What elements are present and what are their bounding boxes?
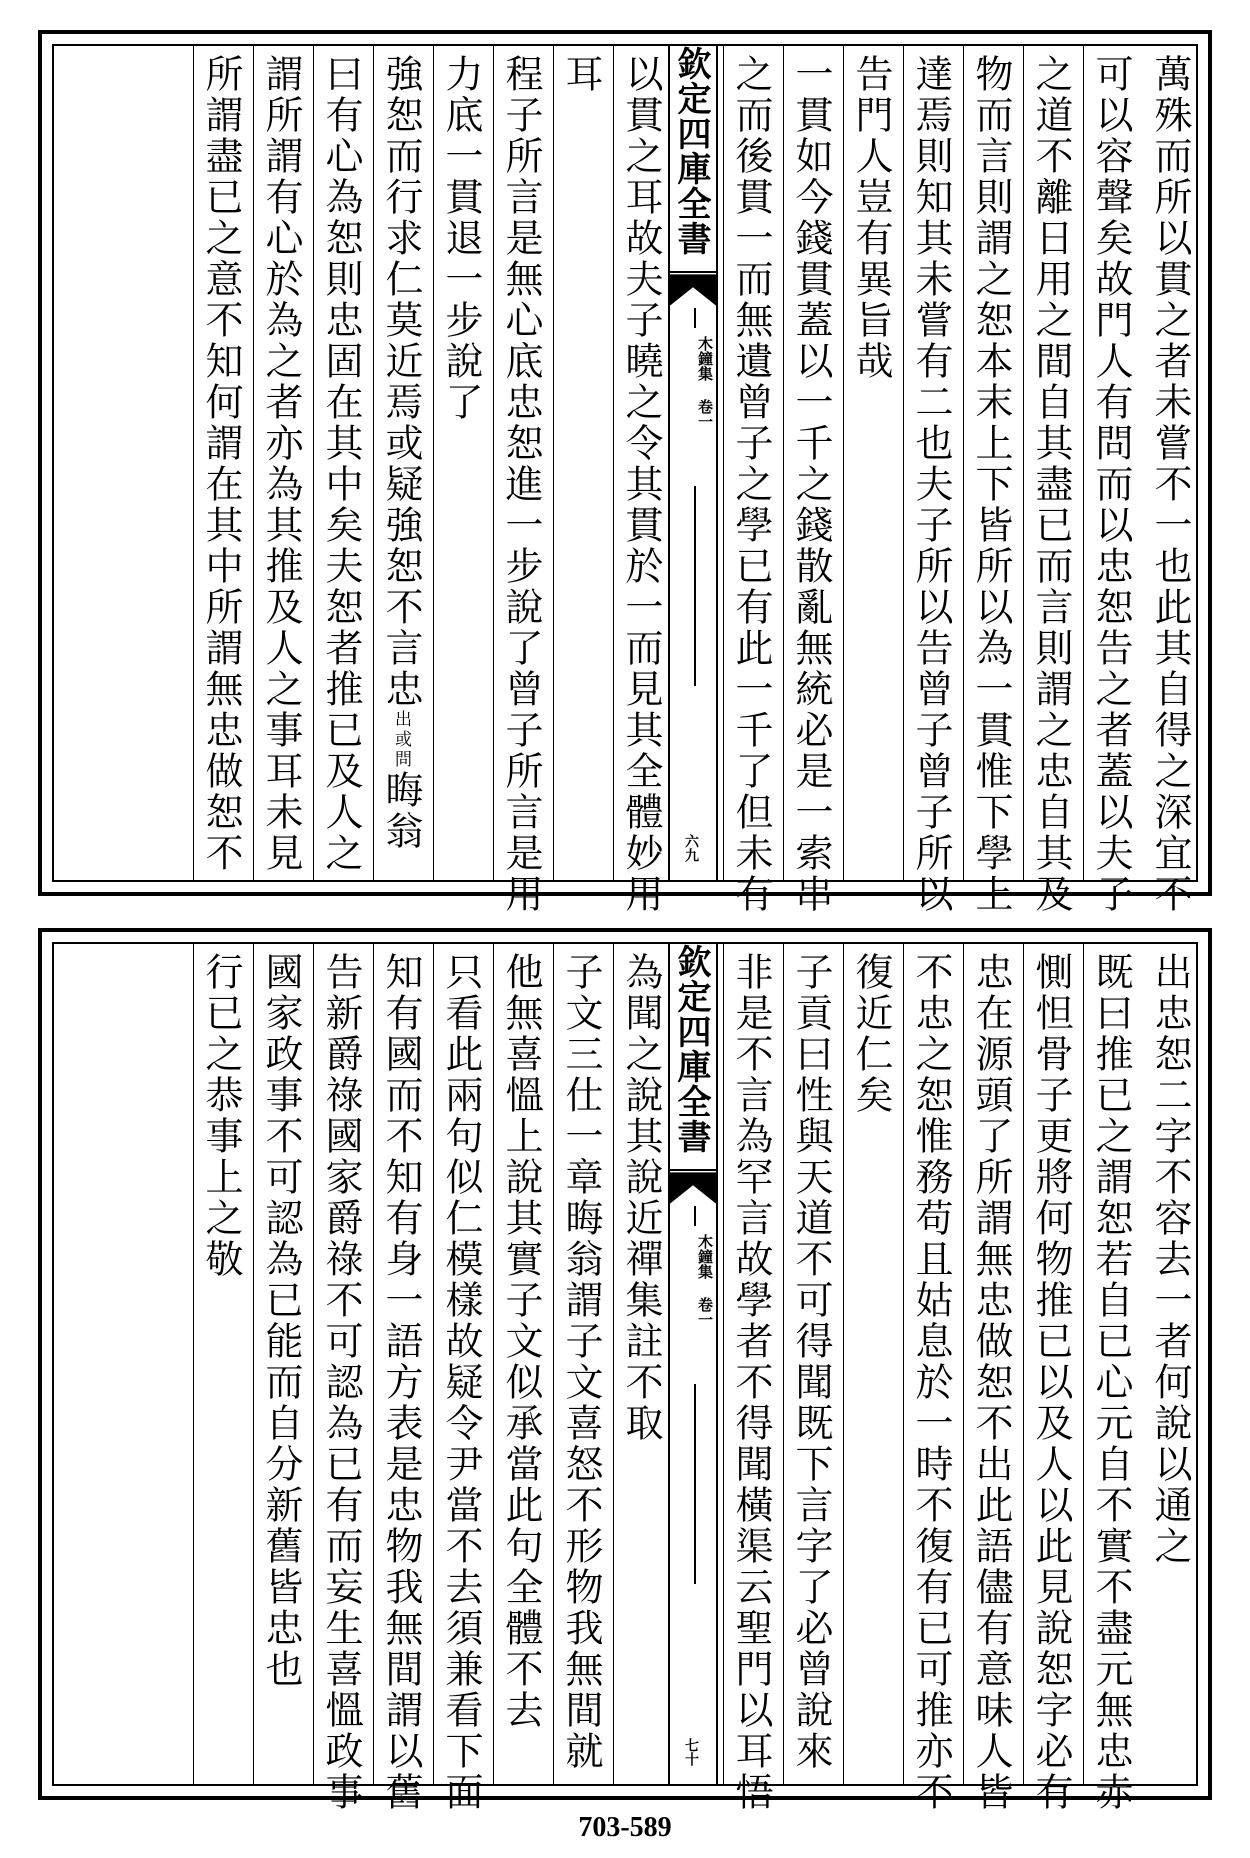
center-gutter [668, 46, 718, 880]
text-column: 一貫如今錢貫蓋以一千之錢散亂無統必是一索串 [783, 46, 836, 880]
lower-page-inner-border [52, 942, 1198, 1813]
text-column: 耳 [553, 46, 606, 880]
gutter-rule [694, 486, 696, 686]
gutter-folio-number: 七十 [683, 1738, 699, 1766]
text-column: 力底一貫退一步說了 [433, 46, 486, 880]
text-column: 程子所言是無心底忠恕進一步說了曾子所言是用 [493, 46, 546, 880]
text-column: 惻怛骨子更將何物推已以及人以此見說恕字必有 [1023, 944, 1076, 1784]
text-column: 非是不言為罕言故學者不得聞橫渠云聖門以耳悟 [723, 944, 776, 1784]
text-column: 出忠恕二字不容去一者何說以通之 [1148, 952, 1192, 1567]
fish-tail-mark-icon [670, 1171, 716, 1205]
gutter-rule [694, 1206, 696, 1226]
text-column: 只看此兩句似仁模樣故疑令尹當不去須兼看下面 [433, 944, 486, 1784]
text-column: 為聞之說其說近禪集註不取 [613, 944, 666, 1784]
text-column: 忠在源頭了所謂無忠做恕不出此語儘有意味人皆 [963, 944, 1016, 1784]
text-column: 達焉則知其未嘗有二也夫子所以告曾子曾子所以 [903, 46, 956, 880]
gutter-title: 欽定四庫全書 [670, 46, 716, 273]
text-column: 謂所謂有心於為之者亦為其推及人之事耳未見 [253, 46, 306, 880]
text-column: 可以容聲矣故門人有問而以忠恕告之者蓋以夫子 [1083, 46, 1136, 880]
text-column: 子貢曰性與天道不可得聞既下言字了必曾說來 [783, 944, 836, 1784]
gutter-rule [694, 1384, 696, 1584]
text-column: 不忠之恕惟務苟且姑息於一時不復有已可推亦不 [903, 944, 956, 1784]
text-column: 之道不離日用之間自其盡已而言則謂之忠自其及 [1023, 46, 1076, 880]
text-column: 萬殊而所以貫之者未嘗不一也此其自得之深宜不 [1148, 54, 1192, 915]
gutter-book-title: 木鐘集 卷一 [696, 336, 714, 429]
text-column: 告新爵祿國家爵祿不可認為已有而妄生喜慍政事 [313, 944, 366, 1784]
text-column: 既曰推已之謂恕若自已心元自不實不盡元無忠赤 [1083, 944, 1136, 1784]
upper-page-frame [38, 30, 1212, 915]
gutter-title: 欽定四庫全書 [670, 944, 716, 1171]
upper-page-inner-border [52, 44, 1198, 915]
text-column: 之而後貫一而無遺曾子之學已有此一千了但未有 [723, 46, 776, 880]
inline-note: 出或問 [391, 710, 411, 770]
lower-page-frame [38, 928, 1212, 1813]
gutter-rule [694, 308, 696, 328]
text-column: 以貫之耳故夫子曉之令其貫於一而見其全體妙用 [613, 46, 666, 880]
text-column: 他無喜慍上說其實子文似承當此句全體不去 [493, 944, 546, 1784]
page-number: 703-589 [578, 1812, 672, 1843]
text-column: 物而言則謂之恕本末上下皆所以為一貫惟下學上 [963, 46, 1016, 880]
gutter-folio-number: 六九 [683, 834, 699, 862]
text-column: 行已之恭事上之敬 [193, 944, 246, 1784]
text-column: 知有國而不知有身一語方表是忠物我無間謂以舊 [373, 944, 426, 1784]
text-column: 曰有心為恕則忠固在其中矣夫恕者推已及人之 [313, 46, 366, 880]
fish-tail-mark-icon [670, 273, 716, 307]
center-gutter [668, 944, 718, 1784]
text-column: 強恕而行求仁莫近焉或疑強恕不言忠出或問晦翁 [373, 46, 426, 880]
text-column: 復近仁矣 [843, 944, 896, 1784]
text-column: 告門人豈有異旨哉 [843, 46, 896, 880]
text-column: 子文三仕一章晦翁謂子文喜怒不形物我無間就 [553, 944, 606, 1784]
text-column: 所謂盡已之意不知何謂在其中所謂無忠做恕不 [193, 46, 246, 880]
text-column: 國家政事不可認為已能而自分新舊皆忠也 [253, 944, 306, 1784]
gutter-book-title: 木鐘集 卷一 [696, 1234, 714, 1327]
